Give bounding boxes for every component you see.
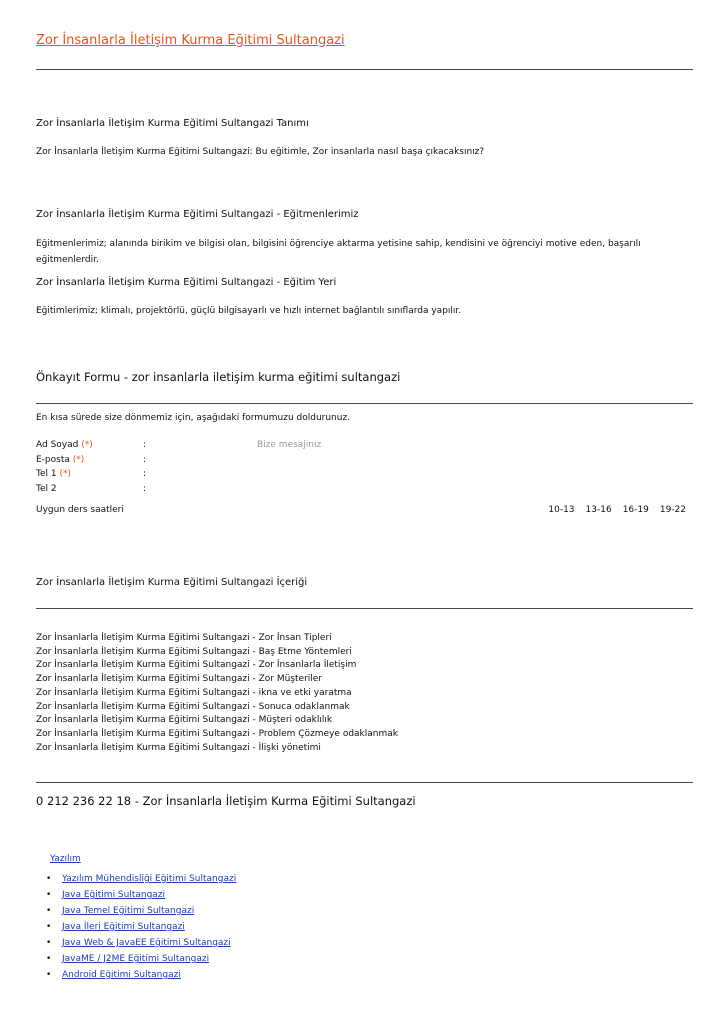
- bullet-icon: •: [46, 938, 52, 948]
- form-field-tel2[interactable]: [36, 484, 186, 494]
- divider: [36, 608, 693, 609]
- bullet-icon: •: [46, 906, 52, 916]
- course-link[interactable]: Java Temel Eğitimi Sultangazi: [62, 906, 195, 916]
- form-intro: En kısa sürede size dönmemiz için, aşağıdaki formumuzu doldurunuz.: [36, 413, 351, 423]
- location-text: Eğitimlerimiz; klimalı, projektörlü, güçlü bilgisayarlı ve hızlı internet bağlantılı sınıflarda yapılır.: [36, 306, 462, 316]
- field-colon: :: [143, 484, 147, 494]
- contents-heading: Zor İnsanlarla İletişim Kurma Eğitimi Sultangazi İçeriği: [36, 577, 308, 588]
- trainers-text: Eğitmenlerimiz; alanında birikim ve bilgisi olan, bilgisini öğrenciye aktarma yetisine sahip, kendisini ve öğrenciyi motive eden, başarılı eğitmenlerdir.: [36, 239, 641, 265]
- software-category-link[interactable]: Yazılım: [50, 854, 81, 864]
- form-field-tel1[interactable]: [36, 469, 186, 479]
- bullet-icon: •: [46, 874, 52, 884]
- list-item: Zor İnsanlarla İletişim Kurma Eğitimi Sultangazi - Problem Çözmeye odaklanmak: [36, 728, 398, 739]
- list-item: [46, 935, 236, 951]
- field-colon: :: [143, 469, 147, 479]
- list-item: [46, 903, 236, 919]
- required-marker: (*): [59, 469, 71, 479]
- list-item: Zor İnsanlarla İletişim Kurma Eğitimi Sultangazi - ikna ve etki yaratma: [36, 687, 352, 698]
- course-link[interactable]: Java Web & JavaEE Eğitimi Sultangazi: [62, 938, 231, 948]
- course-link[interactable]: JavaME / J2ME Eğitimi Sultangazi: [62, 954, 210, 964]
- field-label: Ad Soyad: [36, 440, 79, 450]
- field-label: Tel 2: [36, 484, 57, 494]
- divider: [36, 403, 693, 404]
- list-item: Zor İnsanlarla İletişim Kurma Eğitimi Sultangazi - Zor Müşteriler: [36, 674, 323, 685]
- hours-option[interactable]: 13-16: [585, 505, 612, 515]
- page-title-link[interactable]: Zor İnsanlarla İletişim Kurma Eğitimi Sultangazi: [36, 33, 345, 48]
- course-link[interactable]: Android Eğitimi Sultangazi: [62, 970, 181, 980]
- hours-label: Uygun ders saatleri: [36, 505, 124, 515]
- list-item: [46, 871, 236, 887]
- definition-heading: Zor İnsanlarla İletişim Kurma Eğitimi Sultangazi Tanımı: [36, 118, 309, 129]
- field-colon: :: [143, 455, 147, 465]
- list-item: [46, 919, 236, 935]
- location-heading: Zor İnsanlarla İletişim Kurma Eğitimi Sultangazi - Eğitim Yeri: [36, 277, 337, 288]
- list-item: Zor İnsanlarla İletişim Kurma Eğitimi Sultangazi - İlişki yönetimi: [36, 742, 321, 753]
- hours-option[interactable]: 19-22: [659, 505, 686, 515]
- list-item: [46, 951, 236, 967]
- message-textarea[interactable]: Bize mesajınız: [257, 440, 322, 450]
- divider: [36, 782, 693, 783]
- list-item: Zor İnsanlarla İletişim Kurma Eğitimi Sultangazi - Baş Etme Yöntemleri: [36, 646, 352, 657]
- form-field-name[interactable]: [36, 440, 186, 450]
- phone-heading: 0 212 236 22 18 - Zor İnsanlarla İletişim Kurma Eğitimi Sultangazi: [36, 794, 416, 808]
- bullet-icon: •: [46, 954, 52, 964]
- course-link[interactable]: Java İleri Eğitimi Sultangazi: [62, 922, 185, 932]
- field-label: Tel 1: [36, 469, 57, 479]
- hours-options: [548, 505, 686, 515]
- field-colon: :: [143, 440, 147, 450]
- form-heading: Önkayıt Formu - zor insanlarla iletişim kurma eğitimi sultangazi: [36, 370, 401, 384]
- list-item: Zor İnsanlarla İletişim Kurma Eğitimi Sultangazi - Sonuca odaklanmak: [36, 701, 350, 712]
- hours-option[interactable]: 10-13: [548, 505, 575, 515]
- list-item: [46, 967, 236, 983]
- hours-option[interactable]: 16-19: [622, 505, 649, 515]
- trainers-heading: Zor İnsanlarla İletişim Kurma Eğitimi Sultangazi - Eğitmenlerimiz: [36, 209, 359, 220]
- software-links-list: [46, 871, 236, 983]
- course-link[interactable]: Java Eğitimi Sultangazi: [62, 890, 166, 900]
- required-marker: (*): [81, 440, 93, 450]
- form-field-email[interactable]: [36, 455, 186, 465]
- field-label: E-posta: [36, 455, 70, 465]
- course-link[interactable]: Yazılım Mühendisliği Eğitimi Sultangazi: [62, 874, 237, 884]
- bullet-icon: •: [46, 890, 52, 900]
- list-item: Zor İnsanlarla İletişim Kurma Eğitimi Sultangazi - Zor İnsan Tipleri: [36, 633, 332, 643]
- bullet-icon: •: [46, 970, 52, 980]
- list-item: [46, 887, 236, 903]
- required-marker: (*): [72, 455, 85, 465]
- list-item: Zor İnsanlarla İletişim Kurma Eğitimi Sultangazi - Müşteri odaklılık: [36, 715, 333, 726]
- list-item: Zor İnsanlarla İletişim Kurma Eğitimi Sultangazi - Zor İnsanlarla İletişim: [36, 660, 357, 671]
- bullet-icon: •: [46, 922, 52, 932]
- divider: [36, 69, 693, 70]
- definition-text: Zor İnsanlarla İletişim Kurma Eğitimi Sultangazi: Bu eğitimle, Zor insanlarla nasıl başa çıkacaksınız?: [36, 147, 485, 157]
- contents-list: [36, 632, 398, 755]
